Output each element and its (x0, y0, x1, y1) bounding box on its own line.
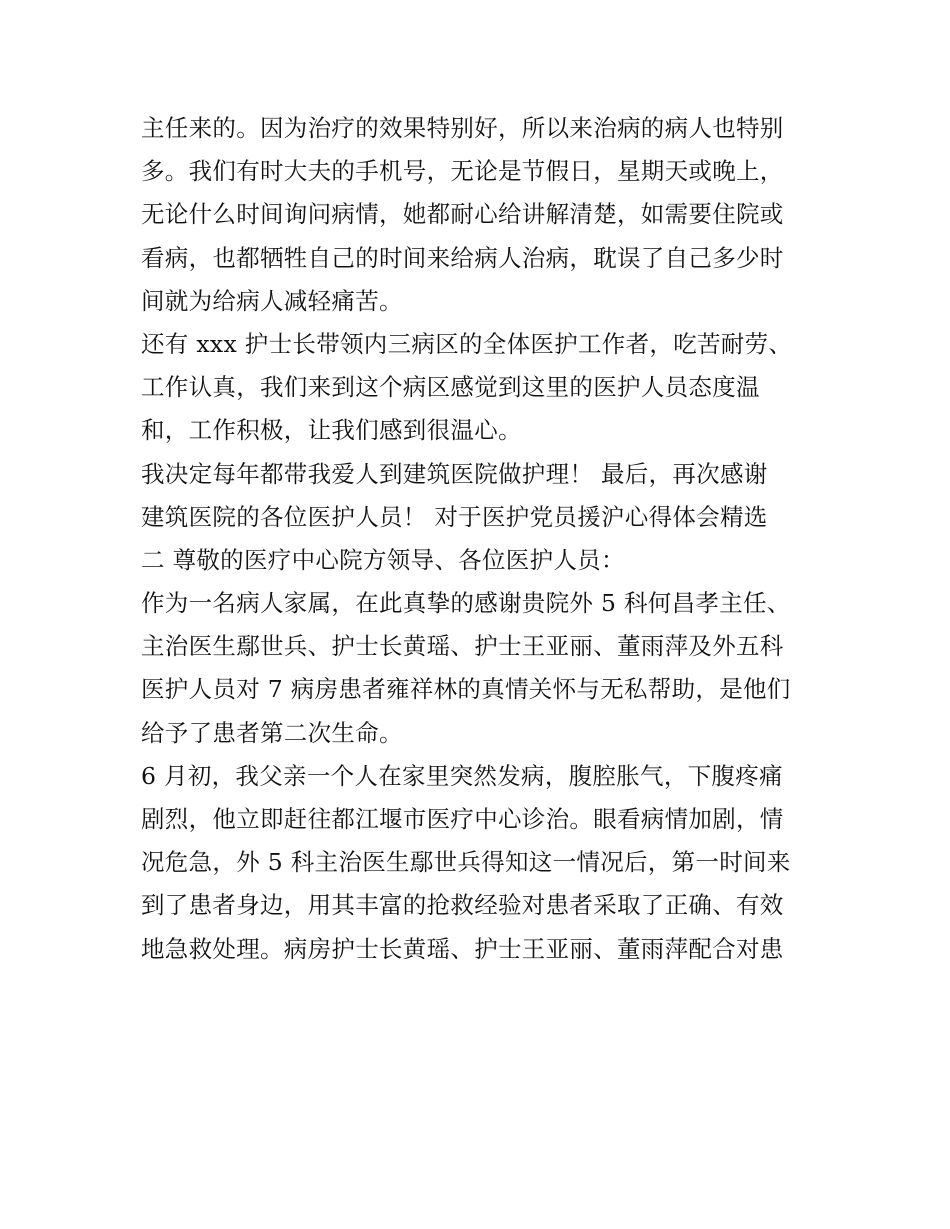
text-line: 多。我们有时大夫的手机号，无论是节假日，星期天或晚上， (141, 157, 784, 186)
text-line: 地急救处理。病房护士长黄瑶、护士王亚丽、董雨萍配合对患 (141, 934, 784, 963)
text-line: 作为一名病人家属，在此真挚的感谢贵院外 5 科何昌孝主任、 (141, 589, 791, 618)
text-line: 主任来的。因为治疗的效果特别好，所以来治病的病人也特别 (141, 114, 784, 142)
text-line: 看病，也都牺牲自己的时间来给病人治病，耽误了自己多少时 (141, 243, 784, 272)
text-line: 二 尊敬的医疗中心院方领导、各位医护人员： (141, 545, 625, 574)
text-line: 建筑医院的各位医护人员！ 对于医护党员援沪心得体会精选 (141, 502, 768, 531)
body-text (141, 107, 831, 971)
text-line: 工作认真，我们来到这个病区感觉到这里的医护人员态度温 (141, 373, 760, 402)
text-line: 况危急，外 5 科主治医生鄢世兵得知这一情况后，第一时间来 (141, 848, 791, 877)
text-line: 无论什么时间询问病情，她都耐心给讲解清楚，如需要住院或 (141, 200, 784, 229)
text-line: 和，工作积极，让我们感到很温心。 (141, 416, 522, 445)
text-line: 剧烈，他立即赶往都江堰市医疗中心诊治。眼看病情加剧，情 (141, 805, 784, 833)
text-line: 我决定每年都带我爱人到建筑医院做护理！ 最后，再次感谢 (141, 459, 768, 488)
text-line: 间就为给病人减轻痛苦。 (141, 286, 403, 315)
text-line: 到了患者身边，用其丰富的抢救经验对患者采取了正确、有效 (141, 891, 784, 920)
text-line: 6 月初，我父亲一个人在家里突然发病，腹腔胀气，下腹疼痛 (141, 761, 783, 790)
text-line: 医护人员对 7 病房患者雍祥林的真情关怀与无私帮助，是他们 (141, 675, 791, 704)
text-line: 给予了患者第二次生命。 (141, 718, 403, 747)
text-line: 主治医生鄢世兵、护士长黄瑶、护士王亚丽、董雨萍及外五科 (141, 632, 784, 661)
text-line: 还有 xxx 护士长带领内三病区的全体医护工作者，吃苦耐劳、 (141, 329, 793, 358)
